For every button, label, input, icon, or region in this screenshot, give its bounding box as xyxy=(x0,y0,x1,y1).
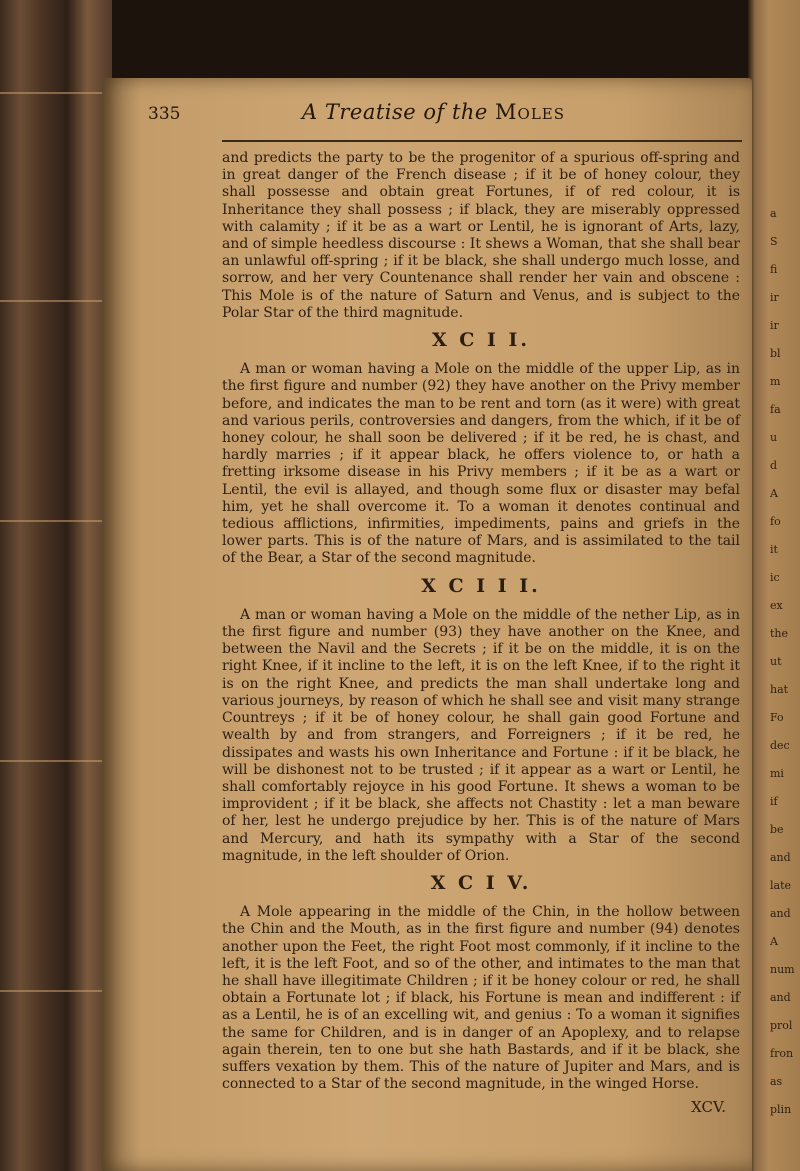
running-title xyxy=(302,100,565,124)
catchword: XCV. xyxy=(691,1098,726,1117)
book-binding xyxy=(0,0,112,1171)
facing-page-fragment: late xyxy=(770,879,792,892)
facing-page-fragment: fa xyxy=(770,403,781,416)
section-heading-xcii: X C I I. xyxy=(431,329,531,352)
facing-page-fragment: ut xyxy=(770,655,782,668)
facing-page-fragment: ir xyxy=(770,319,779,332)
facing-page-fragment: the xyxy=(770,627,789,640)
facing-page-fragment: and xyxy=(770,851,791,864)
facing-page-fragment: A xyxy=(770,487,778,500)
facing-page-fragment: u xyxy=(770,431,778,444)
facing-page-fragment: ir xyxy=(770,291,779,304)
facing-page-fragment: bl xyxy=(770,347,781,360)
paragraph-xciv: A Mole appearing in the middle of the Chin, in the hollow between the Chin and the Mouth, as in the first figure and number (94) denotes another upon the Feet, the right Foot most commonly, if it incline to the left, it is the left Foot, and so of the other, and intimates to the man that he shall have illegitimate Children ; if it be honey colour or red, he shall obtain a Fortunate lot ; if black, his Fortune is mean and indifferent : if as a Lentil, he is of an excelling wit, and genius : To a woman it signifies the same for Children, and is in danger of an Apoplexy, and to relapse again therein, ten to one but she hath Bastards, and if it be black, she suffers vexation by them. This of the nature of Jupiter and Mars, and is connected to a Star of the second magnitude, in the winged Horse. xyxy=(222,904,740,1093)
facing-page-fragment: if xyxy=(770,795,778,808)
facing-page-edge xyxy=(748,0,800,1171)
facing-page-fragment: ic xyxy=(770,571,780,584)
facing-page-fragment: dec xyxy=(770,739,790,752)
facing-page-fragment: it xyxy=(770,543,778,556)
facing-page-fragment: A xyxy=(770,935,778,948)
running-title-main: A Treatise of the xyxy=(302,100,488,124)
facing-page-fragment: m xyxy=(770,375,781,388)
paragraph-xcii: A man or woman having a Mole on the middle of the upper Lip, as in the first figure and number (92) they have another on the Privy member before, and indicates the man to be rent and torn (as it were) with great and various perils, controversies and dangers, from the which, if it be of honey colour, he shall soon be delivered ; if it be red, he is chast, and hardly marries ; if it appear black, he offers violence to, or hath a fretting irksome disease in his Privy members ; if it be as a wart or Lentil, the evil is allayed, and though some flux or disaster may befal him, yet he shall overcome it. To a woman it denotes continual and tedious afflictions, infirmities, impediments, pains and griefs in the lower parts. This is of the nature of Mars, and is assimilated to the tail of the Bear, a Star of the second magnitude. xyxy=(222,361,740,567)
facing-page-fragment: be xyxy=(770,823,784,836)
paragraph-continuation: and predicts the party to be the progenitor of a spurious off-spring and in great danger of the French disease ; if it be of honey colour, they shall possesse and obtain great Fortunes, if of red colour, it is Inheritance they shall possess ; if black, they are miserably oppressed with calamity ; if it be as a wart or Lentil, he is ignorant of Arts, lazy, and of simple heedless discourse : It shews a Woman, that she shall bear an unlawful off-spring ; if it be black, she shall undergo much losse, and sorrow, and her very Countenance shall render her vain and obscene : This Mole is of the nature of Saturn and Venus, and is subject to the Polar Star of the third magnitude. xyxy=(222,150,740,321)
facing-page-fragment: fron xyxy=(770,1047,794,1060)
running-title-moles: Moles xyxy=(495,100,566,124)
facing-page-fragment: plin xyxy=(770,1103,792,1116)
facing-page-fragment: d xyxy=(770,459,778,472)
facing-page-fragment: fi xyxy=(770,263,778,276)
facing-page-fragment: ex xyxy=(770,599,783,612)
facing-page-fragment: mi xyxy=(770,767,784,780)
section-heading-xciii: X C I I I. xyxy=(421,574,541,597)
facing-page-fragment: as xyxy=(770,1075,783,1088)
page-header xyxy=(102,96,752,132)
facing-page-fragment: num xyxy=(770,963,795,976)
facing-page-fragment: fo xyxy=(770,515,781,528)
facing-page-fragment: hat xyxy=(770,683,789,696)
page-body xyxy=(222,150,740,1117)
page-number: 335 xyxy=(148,104,181,124)
facing-page-fragment: and xyxy=(770,991,791,1004)
facing-page-fragment: prol xyxy=(770,1019,793,1032)
facing-page-fragment: Fo xyxy=(770,711,784,724)
facing-page-fragment: a xyxy=(770,207,777,220)
header-rule xyxy=(222,140,742,142)
section-heading-xciv: X C I V. xyxy=(430,871,532,894)
paragraph-xciii: A man or woman having a Mole on the middle of the nether Lip, as in the first figure and number (93) they have another on the Knee, and between the Navil and the Secrets ; if it be on the middle, it is on the right Knee, if it incline to the left, it is on the left Knee, if to the right it is on the right Knee, and predicts the man shall undertake long and various journeys, by reason of which he shall see and visit many strange Countreys ; if it be of honey colour, he shall gain good Fortune and wealth by and from strangers, and Forreigners ; if it be red, he dissipates and wasts his own Inheritance and Fortune : if it be black, he will be dishonest not to be trusted ; if it appear as a wart or Lentil, he shall comfortably rejoyce in his good Fortune. It shews a woman to be improvident ; if it be black, she affects not Chastity : let a man beware of her, lest he undergo prejudice by her. This is of the nature of Mars and Mercury, and hath its sympathy with a Star of the second magnitude, in the left shoulder of Orion. xyxy=(222,606,740,864)
facing-page-fragment: S xyxy=(770,235,778,248)
facing-page-fragment: and xyxy=(770,907,791,920)
book-page xyxy=(102,78,752,1171)
